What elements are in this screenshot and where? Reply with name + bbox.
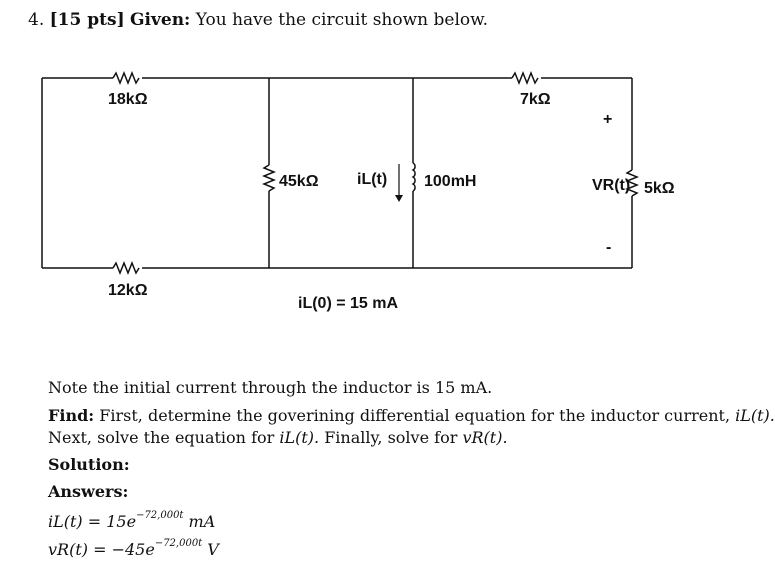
vr-minus: - (606, 239, 612, 256)
label-100mh: 100mH (424, 173, 477, 190)
answers-label-text: Answers: (48, 482, 129, 501)
inductor-coil (413, 163, 415, 191)
find-line-2 (48, 428, 508, 447)
note-line: Note the initial current through the inductor is 15 mA. (48, 378, 493, 397)
label-7k: 7kΩ (520, 91, 551, 108)
answer-il-unit: mA (188, 512, 216, 531)
find-line2-b: Finally, solve for (324, 428, 458, 447)
resistor-45k (264, 165, 274, 191)
find-line2-a: Next, solve the equation for (48, 428, 275, 447)
answer-vr-unit: V (207, 540, 219, 559)
problem-points: [15 pts] (49, 10, 125, 30)
label-vr: VR(t) (592, 177, 631, 194)
find-text: First, determine the goverining differential equation for the inductor current, (99, 406, 731, 425)
answer-il-lhs: iL(t) = 15e (48, 512, 137, 531)
answer-vr-exponent: −72,000t (154, 538, 203, 549)
find-line2-var1: iL(t). (279, 428, 320, 447)
given-text: You have the circuit shown below. (195, 10, 489, 30)
find-line-1 (48, 406, 775, 425)
find-label: Find: (48, 406, 95, 425)
resistor-18k (113, 73, 139, 83)
initial-condition: iL(0) = 15 mA (298, 295, 399, 312)
label-inductor-current: iL(t) (357, 171, 388, 188)
current-arrow (395, 164, 403, 202)
answer-vr (48, 538, 219, 559)
problem-number: 4. (28, 10, 45, 30)
answer-il (48, 510, 215, 531)
problem-header (28, 10, 488, 30)
vr-plus: + (603, 111, 613, 128)
label-45k: 45kΩ (279, 173, 319, 190)
answer-il-exponent: −72,000t (136, 510, 184, 521)
resistor-7k (512, 73, 538, 83)
circuit-diagram (0, 60, 740, 320)
answer-vr-lhs: vR(t) = −45e (48, 540, 155, 559)
given-label: Given: (130, 10, 191, 30)
label-5k: 5kΩ (644, 180, 675, 197)
solution-label-text: Solution: (48, 455, 130, 474)
resistor-12k (113, 263, 139, 273)
find-line2-var2: vR(t). (462, 428, 508, 447)
solution-label (48, 455, 130, 474)
label-12k: 12kΩ (108, 282, 148, 299)
label-18k: 18kΩ (108, 91, 148, 108)
answers-label (48, 482, 128, 501)
find-var: iL(t). (735, 406, 775, 425)
